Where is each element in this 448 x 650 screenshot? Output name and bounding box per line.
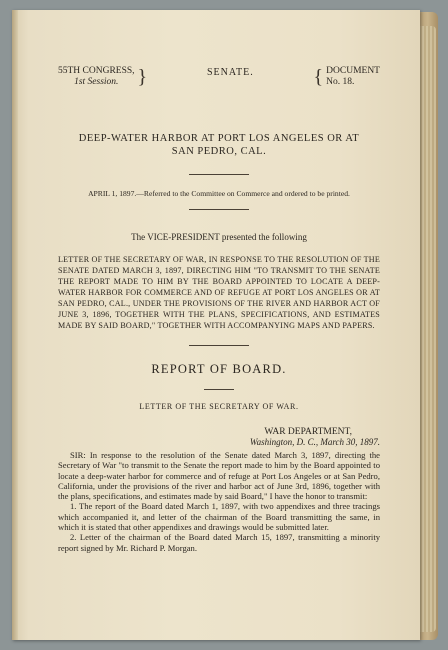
document-info [314, 66, 380, 88]
letter-of-secretary: LETTER OF THE SECRETARY OF WAR. [139, 402, 299, 411]
document-label: DOCUMENT [326, 66, 380, 76]
body-paragraph: 2. Letter of the chairman of the Board dated March 15, 1897, transmitting a minority report signed by Mr. Richard P. Morgan. [58, 532, 380, 553]
brace-left-icon: { [313, 66, 324, 88]
chamber-label: SENATE. [206, 67, 254, 78]
divider [189, 345, 249, 346]
divider [189, 209, 249, 210]
referral-note: APRIL 1, 1897.—Referred to the Committee on Commerce and ordered to be printed. [88, 189, 350, 198]
document-page [12, 10, 420, 640]
document-number: No. 18. [326, 77, 355, 87]
body-paragraph: SIR: In response to the resolution of the Senate dated March 3, 1897, directing the Secretary of War "to transmit to the Senate the report made to him by the Board appointed to locate a deep-water harbor for commerce and of refuge at Port Los Angeles or at San Pedro, California, under the provisions of the river and harbor act of June 3rd, 1896, together with the plans, specifications, and estimates made by said Board," I have the honor to transmit: [58, 450, 380, 502]
page-content [58, 66, 380, 553]
session-label: 1st Session. [74, 77, 119, 87]
dateline: Washington, D. C., March 30, 1897. [249, 437, 380, 447]
title-line-1: DEEP-WATER HARBOR AT PORT LOS ANGELES OR AT [78, 133, 360, 144]
congress-info [58, 66, 147, 88]
presented-line: The VICE-PRESIDENT presented the following [131, 232, 307, 242]
page-edges [418, 26, 436, 632]
divider [189, 174, 249, 175]
congress-label: 55TH CONGRESS, [58, 66, 135, 76]
letter-title: LETTER OF THE SECRETARY OF WAR, IN RESPONSE TO THE RESOLUTION OF THE SENATE DATED MARCH 3, 1897, DIRECTING HIM "TO TRANSMIT TO THE SENATE THE REPORT MADE TO HIM BY THE BOARD APPOINTED TO LOCATE A DEEP-WATER HARBOR FOR COMMERCE AND OF REFUGE AT PORT LOS ANGELES OR AT SAN PEDRO, CAL., UNDER THE PROVISIONS OF THE RIVER AND HARBOR ACT OF JUNE 3, 1896, TOGETHER WITH THE PLANS, SPECIFICATIONS, AND ESTIMATES MADE BY SAID BOARD," TOGETHER WITH ACCOMPANYING MAPS AND PAPERS. [58, 255, 380, 330]
title-line-2: SAN PEDRO, CAL. [171, 146, 267, 157]
report-heading: REPORT OF BOARD. [151, 362, 287, 376]
brace-right-icon: } [137, 66, 148, 88]
war-department: WAR DEPARTMENT, [264, 427, 352, 437]
document-title [58, 132, 380, 158]
document-header [58, 66, 380, 88]
letter-body [58, 450, 380, 553]
page-spine [12, 10, 18, 640]
body-paragraph: 1. The report of the Board dated March 1, 1897, with two appendixes and three tracings which accompanied it, and letter of the chairman of the Board transmitting the same, in which it is stated that other appendixes and drawings would be submitted later. [58, 501, 380, 533]
divider [204, 389, 234, 390]
